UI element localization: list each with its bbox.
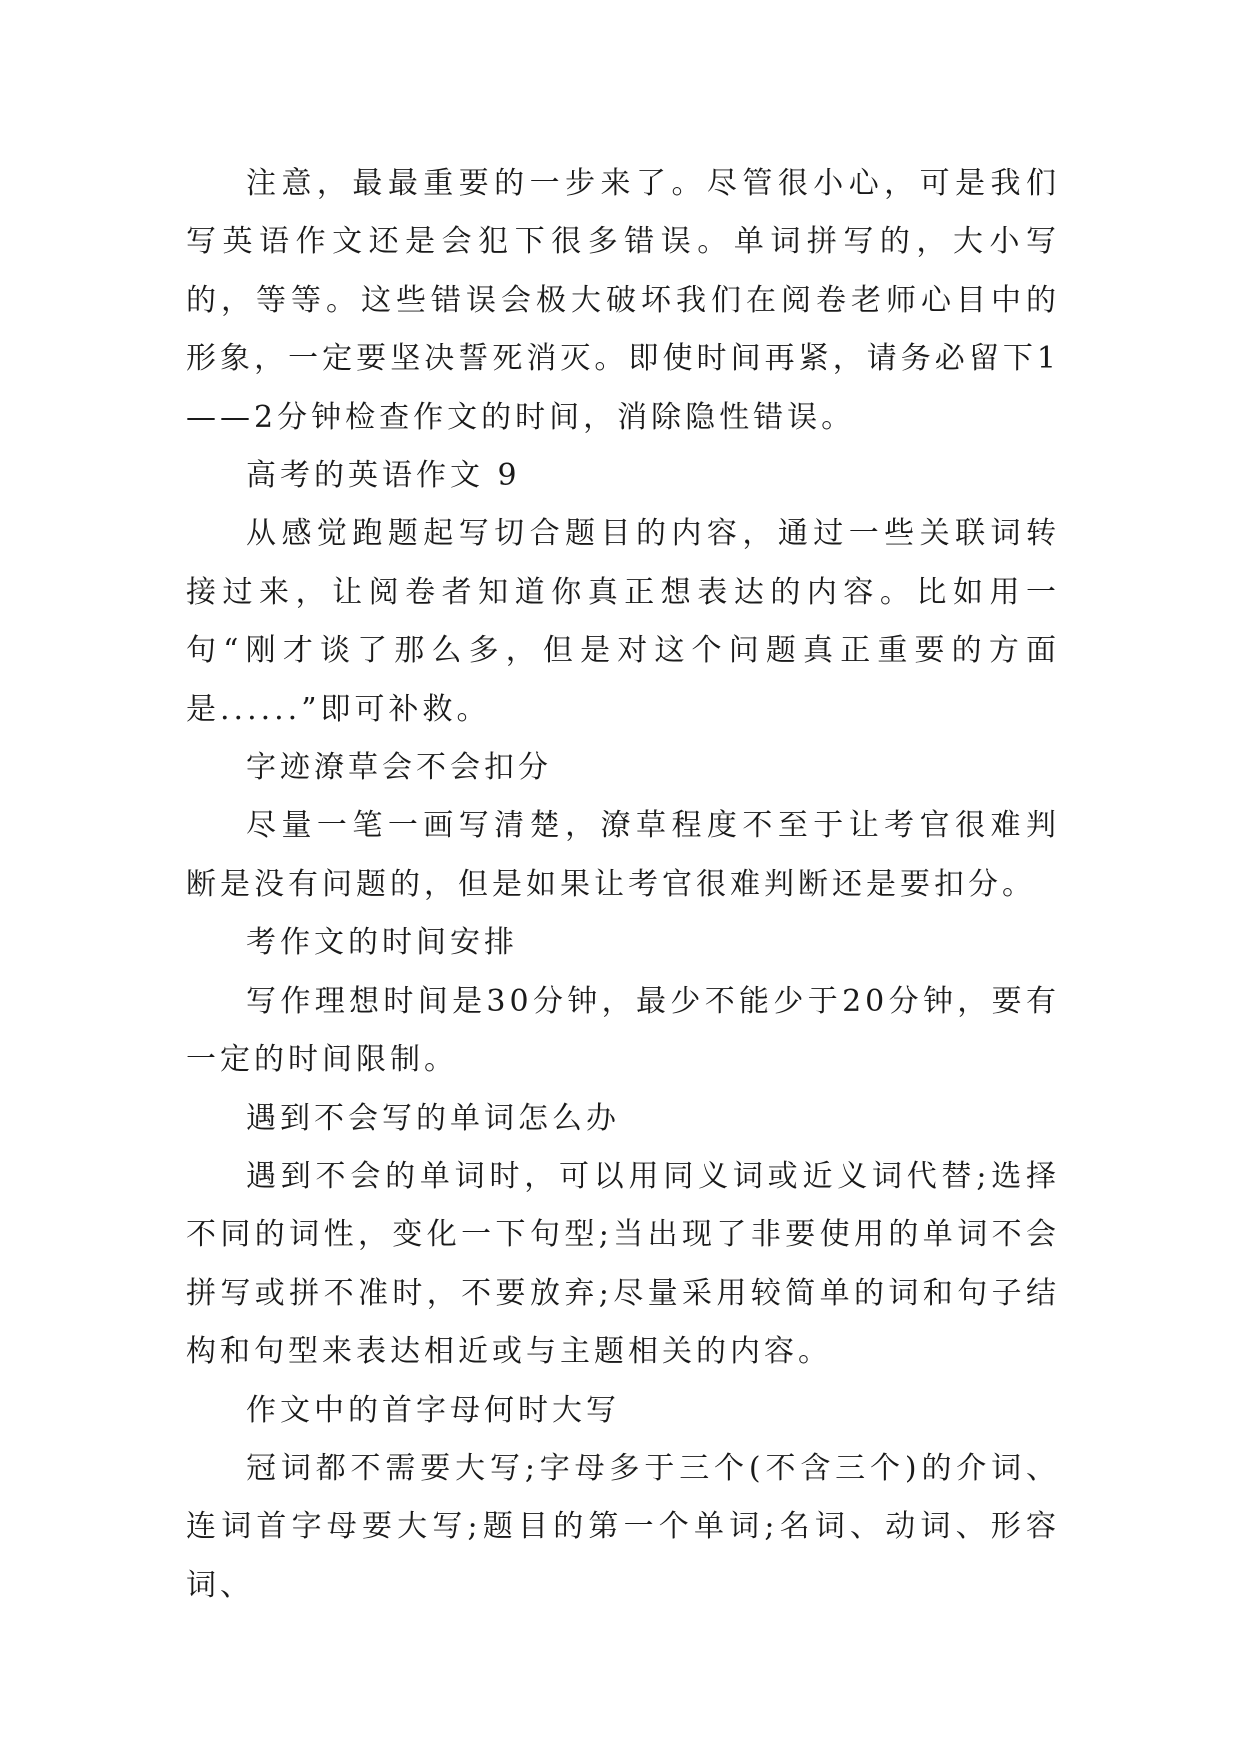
paragraph-unknown-words: 遇到不会的单词时，可以用同义词或近义词代替;选择不同的词性，变化一下句型;当出现了非要使用的单词不会拼写或拼不准时，不要放弃;尽量采用较简单的词和句子结构和句型来表达相近或与主题相关的内容。 [186,1158,1060,1370]
paragraph-time-plan: 写作理想时间是30分钟，最少不能少于20分钟，要有一定的时间限制。 [186,983,1060,1078]
document-body [186,155,1060,1615]
section-heading-handwriting: 字迹潦草会不会扣分 [246,750,552,786]
paragraph-off-topic: 从感觉跑题起写切合题目的内容，通过一些关联词转接过来，让阅卷者知道你真正想表达的内容。比如用一句“刚才谈了那么多，但是对这个问题真正重要的方面是......”即可补救。 [186,516,1060,727]
section-heading-time-plan: 考作文的时间安排 [246,925,518,961]
section-heading-unknown-words: 遇到不会写的单词怎么办 [246,1100,620,1136]
paragraph-capitalization: 冠词都不需要大写;字母多于三个(不含三个)的介词、连词首字母要大写;题目的第一个单词;名词、动词、形容词、 [186,1450,1060,1603]
section-heading-capitalization: 作文中的首字母何时大写 [246,1392,620,1428]
section-heading-essay-9: 高考的英语作文 9 [246,458,521,494]
paragraph-proofreading: 注意，最最重要的一步来了。尽管很小心，可是我们写英语作文还是会犯下很多错误。单词拼写的，大小写的，等等。这些错误会极大破坏我们在阅卷老师心目中的形象，一定要坚决誓死消灭。即使时间再紧，请务必留下1——2分钟检查作文的时间，消除隐性错误。 [186,166,1060,435]
paragraph-handwriting: 尽量一笔一画写清楚，潦草程度不至于让考官很难判断是没有问题的，但是如果让考官很难判断还是要扣分。 [186,808,1060,902]
